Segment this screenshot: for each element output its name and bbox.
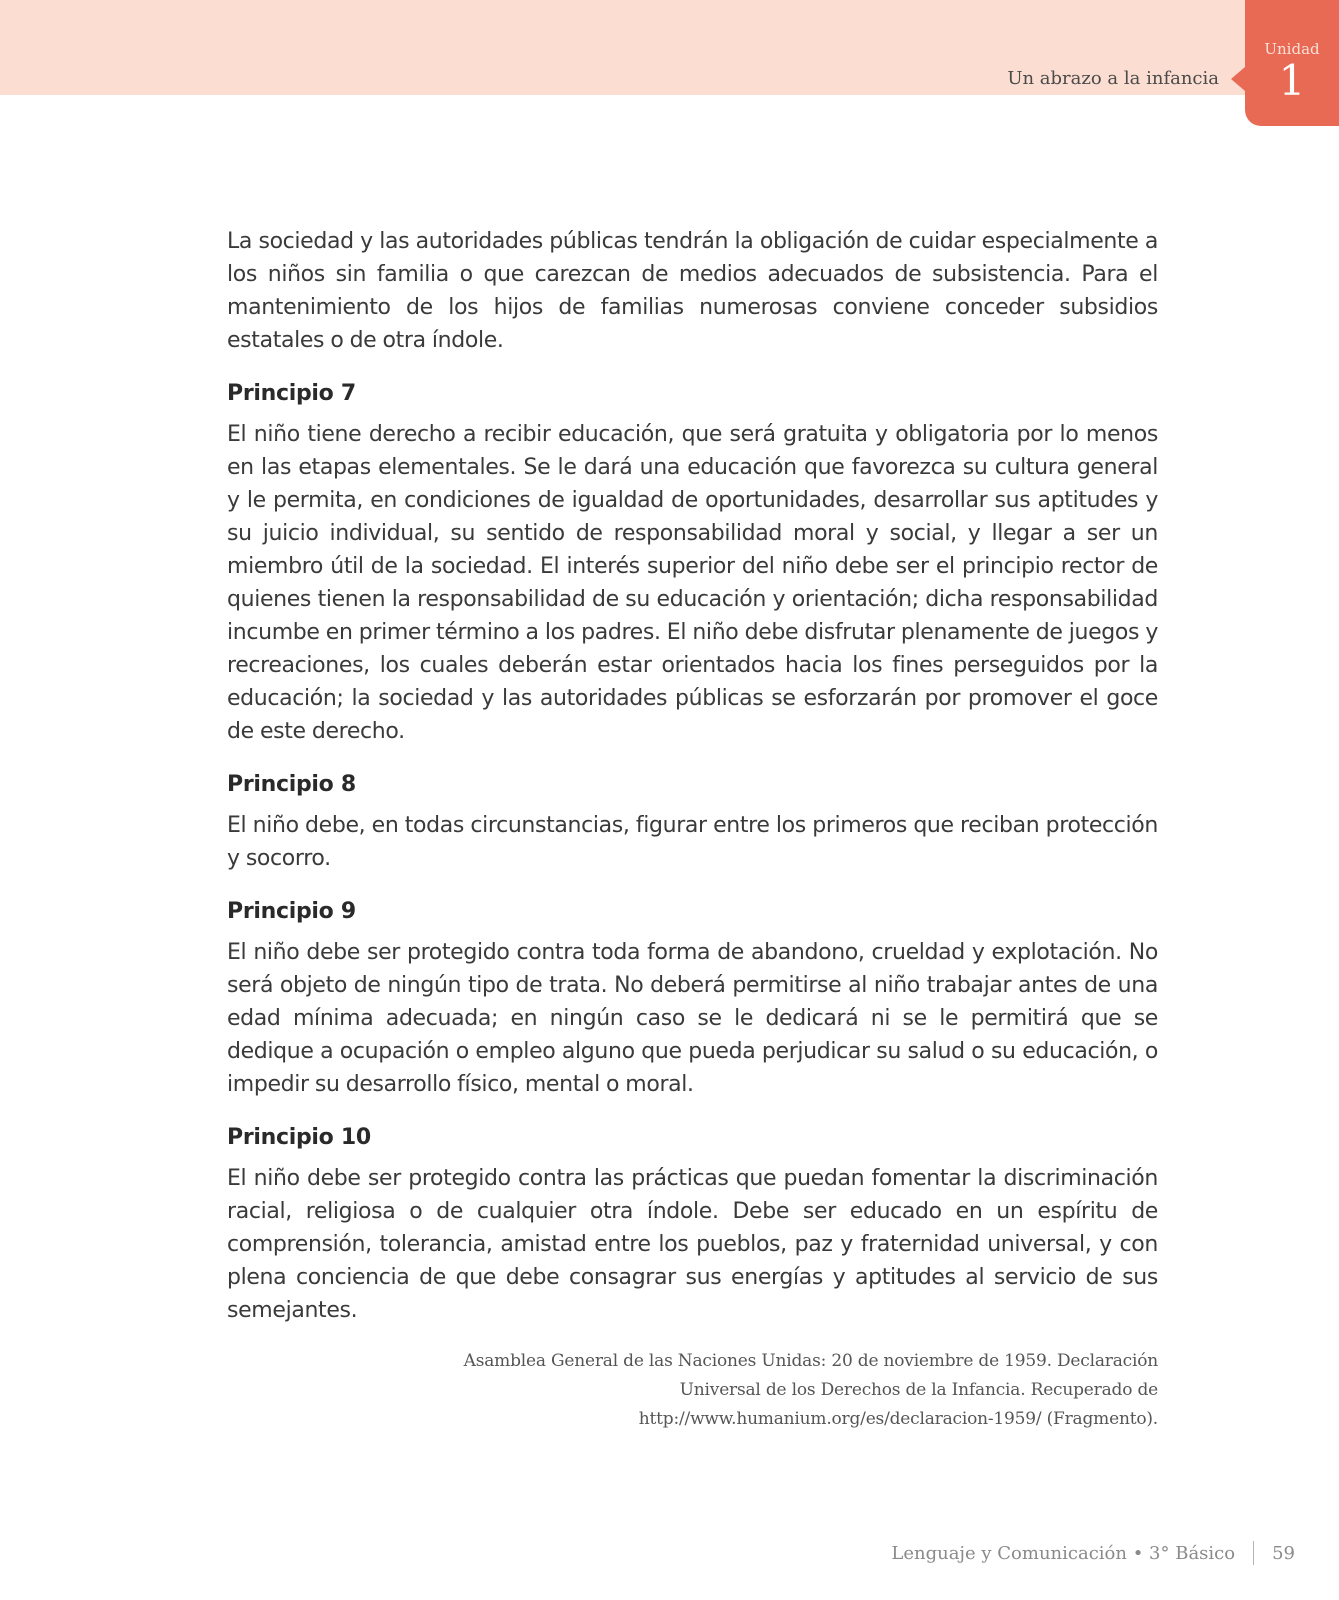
- unit-number: 1: [1278, 56, 1306, 105]
- principle-heading-7: Principio 7: [227, 381, 356, 406]
- main-content: [227, 225, 1158, 1434]
- page-footer: [891, 1541, 1295, 1565]
- principle-text-10: El niño debe ser protegido contra las prácticas que puedan fomentar la discriminación racial, religiosa o de cualquier otra índole. Debe ser educado en un espíritu de comprensión, tolerancia, amistad entre los pueblos, paz y fraternidad universal, y con plena conciencia de que debe consagrar sus energías y aptitudes al servicio de sus semejantes.: [227, 1166, 1158, 1323]
- principle-text-9: El niño debe ser protegido contra toda forma de abandono, crueldad y explotación. No será objeto de ningún tipo de trata. No deberá permitirse al niño trabajar antes de una edad mínima adecuada; en ningún caso se le dedicará ni se le permitirá que se dedique a ocupación o empleo alguno que pueda perjudicar su salud o su educación, o impedir su desarrollo físico, mental o moral.: [227, 940, 1158, 1097]
- intro-paragraph: La sociedad y las autoridades públicas tendrán la obligación de cuidar especialmente a los niños sin familia o que carezcan de medios adecuados de subsistencia. Para el mantenimiento de los hijos de familias numerosas conviene conceder subsidios estatales o de otra índole.: [227, 229, 1158, 353]
- source-citation: Asamblea General de las Naciones Unidas: 20 de noviembre de 1959. Declaración Universal de los Derechos de la Infancia. Recuperado de http://www.humanium.org/es/declaracion-1959/ (Fragmento).: [463, 1351, 1158, 1429]
- book-title: Lenguaje y Comunicación • 3° Básico: [891, 1542, 1236, 1564]
- principle-text-7: El niño tiene derecho a recibir educación, que será gratuita y obligatoria por lo menos en las etapas elementales. Se le dará una educación que favorezca su cultura general y le permita, en condiciones de igualdad de oportunidades, desarrollar sus aptitudes y su juicio individual, su sentido de responsabilidad moral y social, y llegar a ser un miembro útil de la sociedad. El interés superior del niño debe ser el principio rector de quienes tienen la responsabilidad de su educación y orientación; dicha responsabilidad incumbe en primer término a los padres. El niño debe disfrutar plenamente de juegos y recreaciones, los cuales deberán estar orientados hacia los fines perseguidos por la educación; la sociedad y las autoridades públicas se esforzarán por promover el goce de este derecho.: [227, 422, 1158, 744]
- principle-heading-8: Principio 8: [227, 772, 356, 797]
- footer-divider: [1253, 1541, 1254, 1565]
- chapter-title: Un abrazo a la infancia: [1007, 68, 1219, 89]
- principle-text-8: El niño debe, en todas circunstancias, figurar entre los primeros que reciban protección y socorro.: [227, 813, 1158, 871]
- principle-heading-9: Principio 9: [227, 899, 356, 924]
- unit-tab: [1245, 0, 1339, 126]
- page-number: 59: [1272, 1542, 1295, 1564]
- principle-heading-10: Principio 10: [227, 1125, 371, 1150]
- unit-label: Unidad: [1264, 40, 1320, 58]
